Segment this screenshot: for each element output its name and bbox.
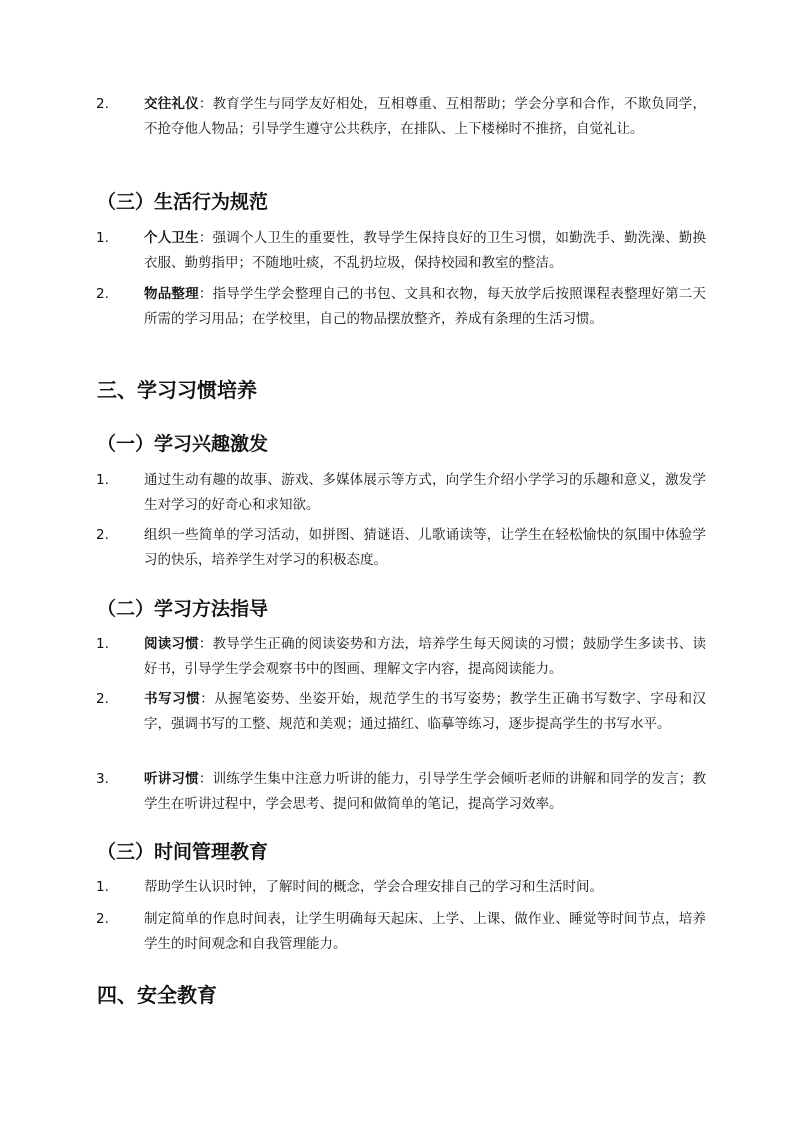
item-text: 组织一些简单的学习活动，如拼图、猜谜语、儿歌诵读等，让学生在轻松愉快的氛围中体验学习的快乐，培养学生对学习的积极态度。 [144, 527, 706, 568]
item-text: ：强调个人卫生的重要性，教导学生保持良好的卫生习惯，如勤洗手、勤洗澡、勤换衣服、勤剪指甲；不随地吐痰，不乱扔垃圾，保持校园和教室的整洁。 [144, 230, 707, 271]
chapter-heading: 三、学习习惯培养 [97, 378, 257, 402]
item-text: ：训练学生集中注意力听讲的能力，引导学生学会倾听老师的讲解和同学的发言；教学生在听讲过程中，学会思考、提问和做简单的笔记，提高学习效率。 [144, 771, 707, 812]
section-heading: （三）时间管理教育 [97, 841, 269, 863]
list-item [96, 632, 706, 682]
item-text: 帮助学生认识时钟，了解时间的概念，学会合理安排自己的学习和生活时间。 [144, 879, 603, 895]
section-heading: （一）学习兴趣激发 [97, 433, 269, 455]
list-item [96, 523, 706, 573]
item-keyword: 物品整理 [144, 286, 199, 302]
item-number: 2. [96, 286, 109, 302]
section-heading: （三）生活行为规范 [97, 191, 269, 213]
chapter-heading: 四、安全教育 [97, 983, 217, 1007]
item-text: ：从握笔姿势、坐姿开始，规范学生的书写姿势；教学生正确书写数字、字母和汉字，强调书写的工整、规范和美观；通过描红、临摹等练习，逐步提高学生的书写水平。 [144, 691, 707, 732]
list-item [96, 767, 706, 817]
section-heading: （二）学习方法指导 [97, 598, 269, 620]
list-item [96, 282, 706, 332]
item-text: ：教导学生正确的阅读姿势和方法，培养学生每天阅读的习惯；鼓励学生多读书、读好书，引导学生学会观察书中的图画、理解文字内容，提高阅读能力。 [144, 636, 707, 677]
item-keyword: 阅读习惯 [144, 636, 199, 652]
item-text: 制定简单的作息时间表，让学生明确每天起床、上学、上课、做作业、睡觉等时间节点，培养学生的时间观念和自我管理能力。 [144, 911, 706, 952]
item-text: ：指导学生学会整理自己的书包、文具和衣物，每天放学后按照课程表整理好第二天所需的学习用品；在学校里，自己的物品摆放整齐，养成有条理的生活习惯。 [144, 286, 707, 327]
list-item [96, 92, 706, 142]
list-item [96, 875, 706, 900]
item-keyword: 个人卫生 [144, 230, 199, 246]
item-number: 1. [96, 230, 109, 246]
list-item [96, 907, 706, 957]
item-keyword: 交往礼仪 [144, 96, 199, 112]
item-number: 1. [96, 879, 109, 895]
list-item [96, 226, 706, 276]
item-keyword: 听讲习惯 [144, 771, 199, 787]
list-item [96, 687, 706, 737]
item-number: 2. [96, 96, 109, 112]
list-item [96, 468, 706, 518]
item-text: 通过生动有趣的故事、游戏、多媒体展示等方式，向学生介绍小学学习的乐趣和意义，激发学生对学习的好奇心和求知欲。 [144, 472, 706, 513]
item-number: 2. [96, 911, 109, 927]
item-number: 2. [96, 527, 109, 543]
item-number: 2. [96, 691, 109, 707]
item-number: 1. [96, 636, 109, 652]
item-number: 3. [96, 771, 109, 787]
item-number: 1. [96, 472, 109, 488]
item-text: ：教育学生与同学友好相处，互相尊重、互相帮助；学会分享和合作，不欺负同学，不抢夺他人物品；引导学生遵守公共秩序，在排队、上下楼梯时不推挤，自觉礼让。 [144, 96, 707, 137]
item-keyword: 书写习惯 [144, 691, 201, 707]
